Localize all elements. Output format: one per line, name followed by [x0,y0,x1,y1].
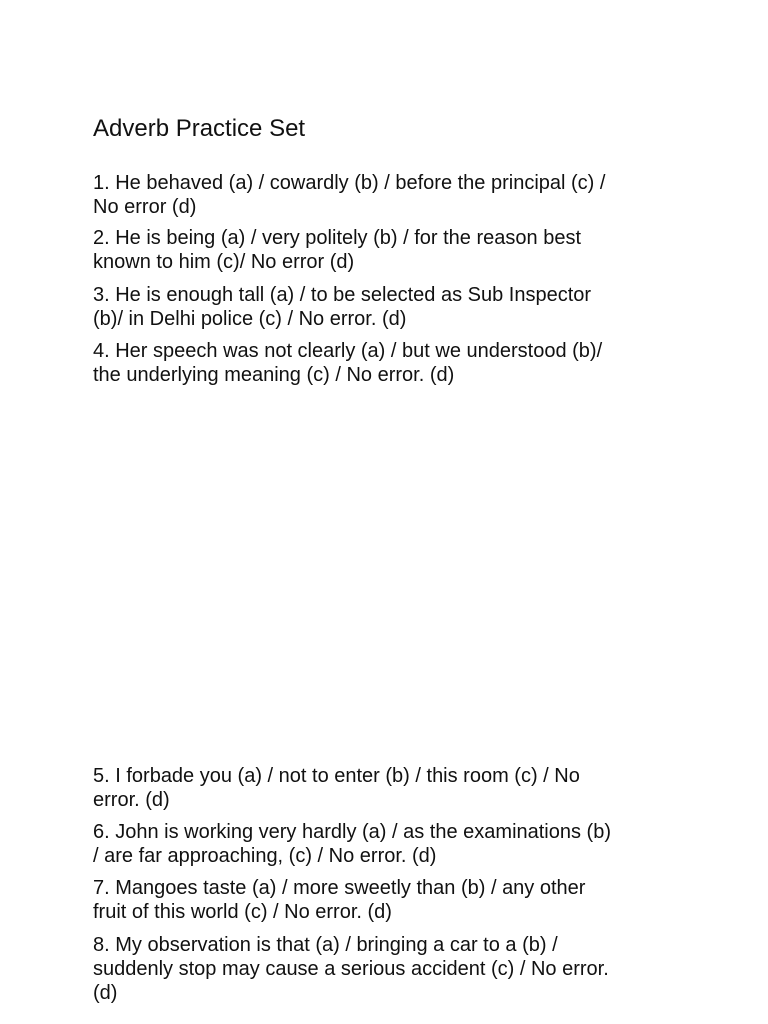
question-1 [93,171,693,219]
question-line: error. (d) [93,789,170,811]
question-5 [93,764,693,812]
question-line: 2. He is being (a) / very politely (b) / for the reason best [93,227,581,249]
question-line: 4. Her speech was not clearly (a) / but we understood (b)/ [93,340,603,362]
question-line: fruit of this world (c) / No error. (d) [93,901,392,923]
question-line: 7. Mangoes taste (a) / more sweetly than (b) / any other [93,877,586,899]
question-line: 1. He behaved (a) / cowardly (b) / before the principal (c) / [93,172,606,194]
question-3 [93,283,693,331]
question-line: suddenly stop may cause a serious accident (c) / No error. [93,958,609,980]
question-line: 5. I forbade you (a) / not to enter (b) / this room (c) / No [93,765,580,787]
question-4 [93,339,693,387]
question-6 [93,820,693,868]
question-7 [93,876,693,924]
question-line: 3. He is enough tall (a) / to be selected as Sub Inspector [93,284,592,306]
question-line: (b)/ in Delhi police (c) / No error. (d) [93,308,407,330]
question-line: known to him (c)/ No error (d) [93,251,355,273]
question-line: / are far approaching, (c) / No error. (d) [93,845,437,867]
question-8 [93,933,693,1005]
page-title: Adverb Practice Set [93,115,306,142]
question-line: 8. My observation is that (a) / bringing a car to a (b) / [93,934,558,956]
question-line: (d) [93,982,118,1004]
question-line: 6. John is working very hardly (a) / as the examinations (b) [93,821,611,843]
question-line: No error (d) [93,196,197,218]
question-line: the underlying meaning (c) / No error. (d) [93,364,455,386]
question-2 [93,226,693,274]
